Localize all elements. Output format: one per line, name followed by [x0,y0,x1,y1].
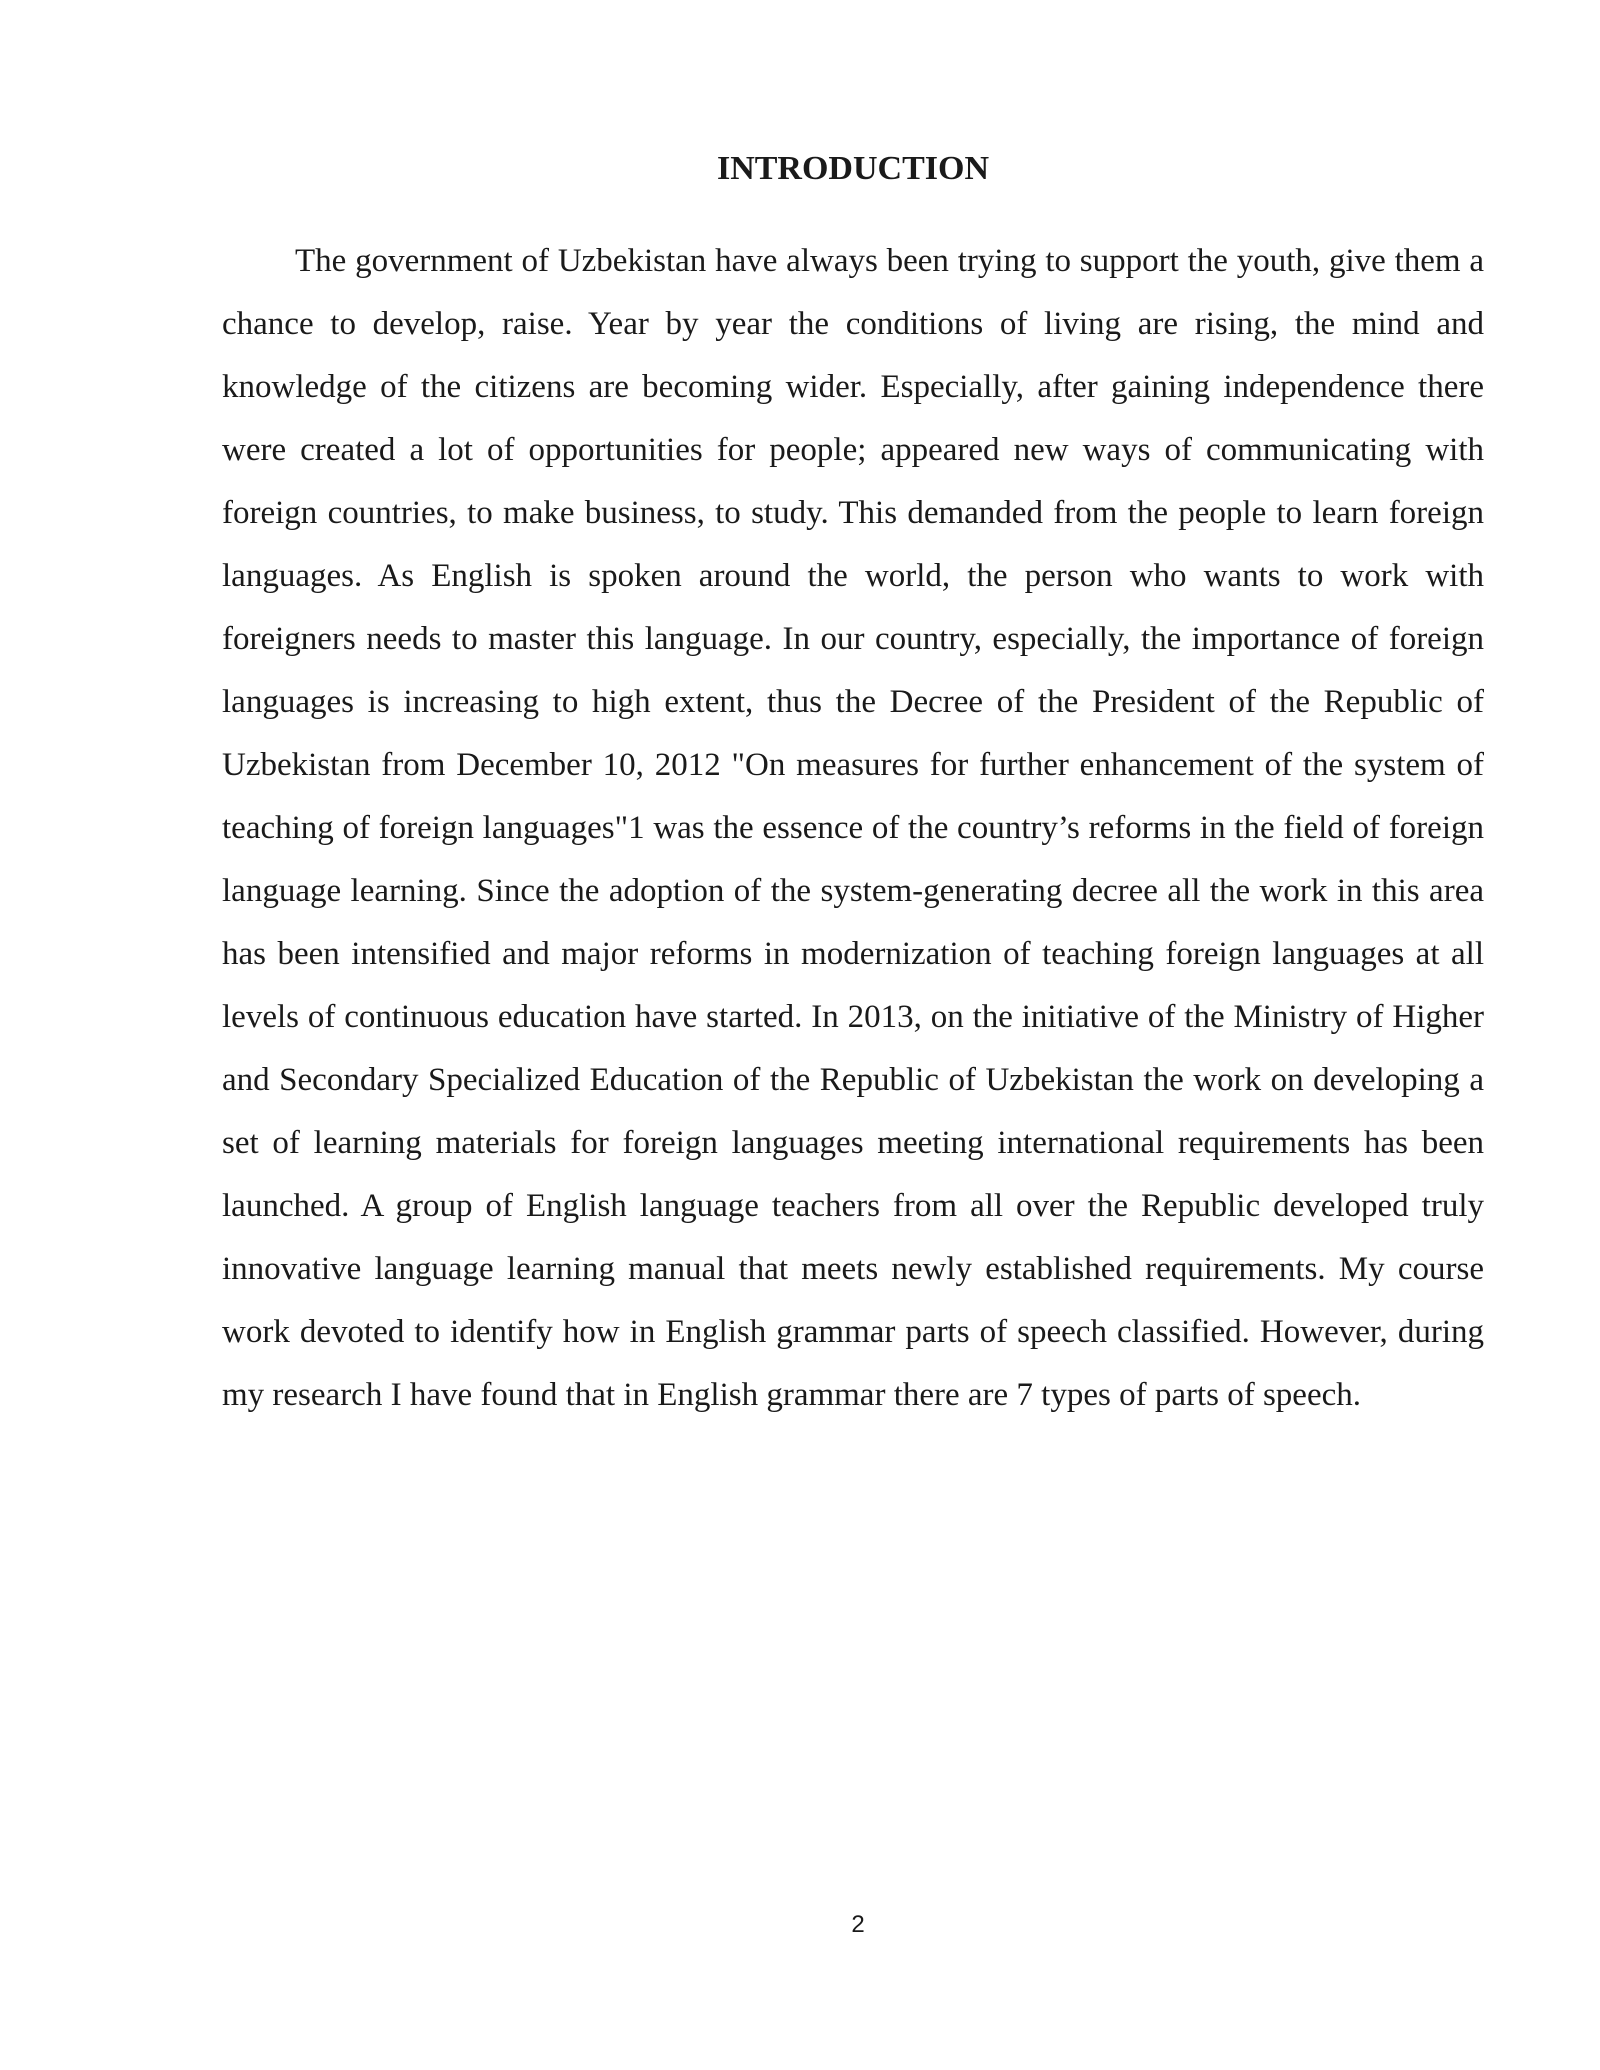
section-heading: INTRODUCTION [716,150,990,187]
page-number: 2 [851,1911,865,1938]
body-paragraph: The government of Uzbekistan have always been trying to support the youth, give them a chance to develop, raise. Year by year the conditions of living are rising, the mind and knowledge of the citizens are becoming wider. Especially, after gaining independence there were created a lot of opportunities for people; appeared new ways of communicating with foreign countries, to make business, to study. This demanded from the people to learn foreign languages. As English is spoken around the world, the person who wants to work with foreigners needs to master this language. In our country, especially, the importance of foreign languages is increasing to high extent, thus the Decree of the President of the Republic of Uzbekistan from December 10, 2012 "On measures for further enhancement of the system of teaching of foreign languages"1 was the essence of the country’s reforms in the field of foreign language learning. Since the adoption of the system-generating decree all the work in this area has been intensified and major reforms in modernization of teaching foreign languages at all levels of continuous education have started. In 2013, on the initiative of the Ministry of Higher and Secondary Specialized Education of the Republic of Uzbekistan the work on developing a set of learning materials for foreign languages meeting international requirements has been launched. A group of English language teachers from all over the Republic developed truly innovative language learning manual that meets newly established requirements. My course work devoted to identify how in English grammar parts of speech classified. However, during my research I have found that in English grammar there are 7 types of parts of speech. [222,243,1484,1413]
